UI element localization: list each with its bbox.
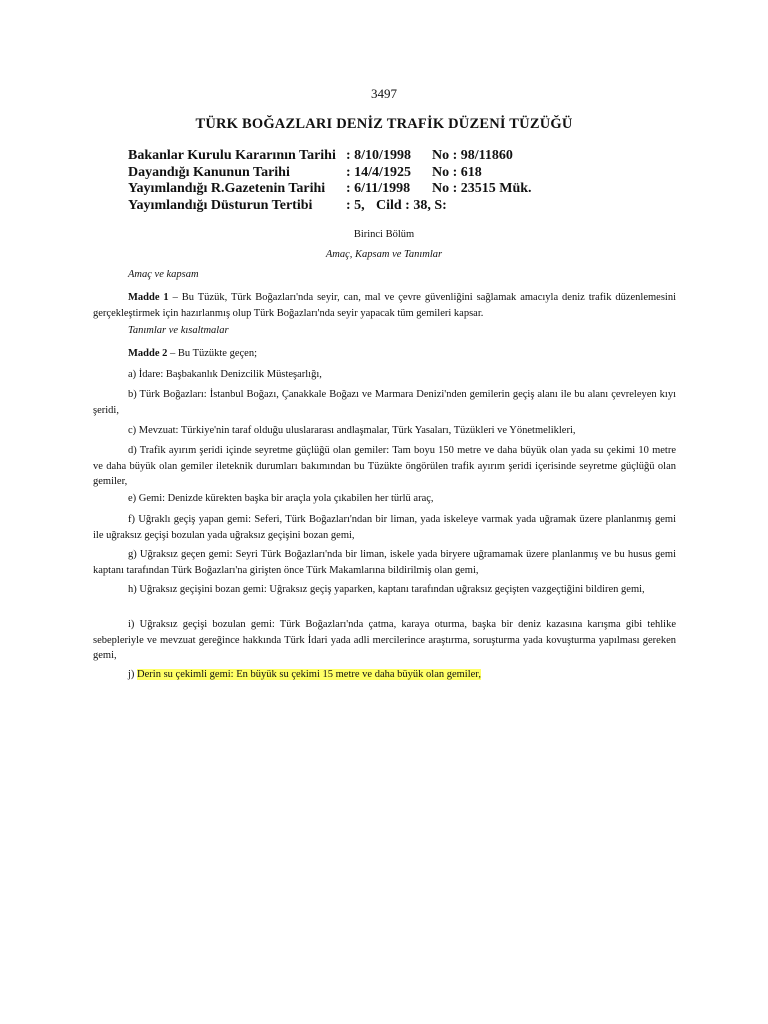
definition-a-text: a) İdare: Başbakanlık Denizcilik Müsteşarlığı, [128,369,322,380]
definition-j-highlight: Derin su çekimli gemi: En büyük su çekimi 15 metre ve daha büyük olan gemiler, [137,669,481,680]
definition-h [93,582,676,598]
metadata-number: No : 23515 Mük. [432,181,532,196]
definition-e [93,491,676,507]
page-number: 3497 [371,86,397,101]
metadata-row [128,181,592,198]
madde-2-label: Madde 2 [128,348,168,359]
definition-d [93,443,676,490]
definition-c [93,423,676,439]
definition-h-text: h) Uğraksız geçişini bozan gemi: Uğraksız geçiş yaparken, kaptanı tarafından uğraksız geçişten vazgeçtiğini bildiren gemi, [128,584,645,595]
definition-a [93,367,676,383]
madde-1-label: Madde 1 [128,292,169,303]
metadata-table [128,148,592,214]
section-heading: Birinci Bölüm [353,229,415,240]
definition-f [93,512,676,543]
metadata-label: Bakanlar Kurulu Kararının Tarihi [128,148,336,163]
amac-heading: Amaç ve kapsam [128,269,199,280]
definition-i-text: i) Uğraksız geçişi bozulan gemi: Türk Boğazları'nda çatma, karaya oturma, başka bir deniz kazasına karışma gibi tehlike sebepleriyle ve mevzuat gereğince hakkında Türk İdari yada adli mercilerince araştırma, soruşturma yada kovuşturma yapılması gereken gemi, [93,619,676,661]
definition-b-text: b) Türk Boğazları: İstanbul Boğazı, Çanakkale Boğazı ve Marmara Denizi'nden gemilerin geçiş alanı ile bu alanı çevreleyen kıyı şeridi, [93,389,676,416]
madde-2-text: – Bu Tüzükte geçen; [167,348,257,359]
madde-1 [93,290,676,321]
metadata-number: Cild : 38, S: [376,197,447,213]
definition-c-text: c) Mevzuat: Türkiye'nin taraf olduğu uluslararası andlaşmalar, Türk Yasaları, Tüzükleri ve Yönetmelikleri, [128,425,576,436]
definition-d-text: d) Trafik ayırım şeridi içinde seyretme güçlüğü olan gemiler: Tam boyu 150 metre ve daha büyük olan yada su çekimi 10 metre ve daha büyük olan gemiler ileteknik durumları bakımından bu Tüzükte öngörülen trafik ayırım şeridi içerisinde seyretme güçlüğü olan gemiler, [93,445,676,487]
definition-j-prefix: j) [128,669,138,680]
madde-2 [93,346,676,362]
metadata-value: : 6/11/1998 [346,181,411,196]
metadata-number: No : 98/11860 [432,148,513,163]
metadata-row [128,148,592,165]
metadata-row [128,198,592,215]
document-title: TÜRK BOĞAZLARI DENİZ TRAFİK DÜZENİ TÜZÜĞÜ [195,116,573,132]
definition-f-text: f) Uğraklı geçiş yapan gemi: Seferi, Türk Boğazları'ndan bir liman, yada iskeleye varmak yada uğramak üzere planlanmış gemi ile uğraksız geçişi bozulan yada uğraksız geçişini bozan gemi, [93,514,676,541]
tanimlar-heading: Tanımlar ve kısaltmalar [128,325,229,336]
metadata-row [128,165,592,182]
metadata-number: No : 618 [432,164,482,180]
metadata-label: Yayımlandığı Düsturun Tertibi [128,197,313,213]
section-subheading: Amaç, Kapsam ve Tanımlar [325,249,443,260]
definition-g-text: g) Uğraksız geçen gemi: Seyri Türk Boğazları'nda bir liman, iskele yada biryere uğramamak üzere planlanmış ve bu husus gemi kaptanı tarafından Türk Boğazları'na girişten önce Türk Makamlarına bildirilmiş olan gemi, [93,549,676,576]
madde-1-text: – Bu Tüzük, Türk Boğazları'nda seyir, can, mal ve çevre güvenliğini sağlamak amacıyla deniz trafik düzenlemesini gerçekleştirmek için hazırlanmış olup Türk Boğazları'nda seyir yapacak tüm gemileri kapsar. [93,292,677,319]
metadata-value: : 5, [346,197,365,213]
definition-b [93,387,676,418]
definition-j [93,667,676,683]
definition-e-text: e) Gemi: Denizde kürekten başka bir araçla yola çıkabilen her türlü araç, [128,493,434,504]
definition-i [93,617,676,664]
metadata-value: : 8/10/1998 [346,148,411,163]
metadata-label: Dayandığı Kanunun Tarihi [128,164,290,180]
definition-g [93,547,676,578]
metadata-value: : 14/4/1925 [346,164,411,180]
metadata-label: Yayımlandığı R.Gazetenin Tarihi [128,181,326,196]
